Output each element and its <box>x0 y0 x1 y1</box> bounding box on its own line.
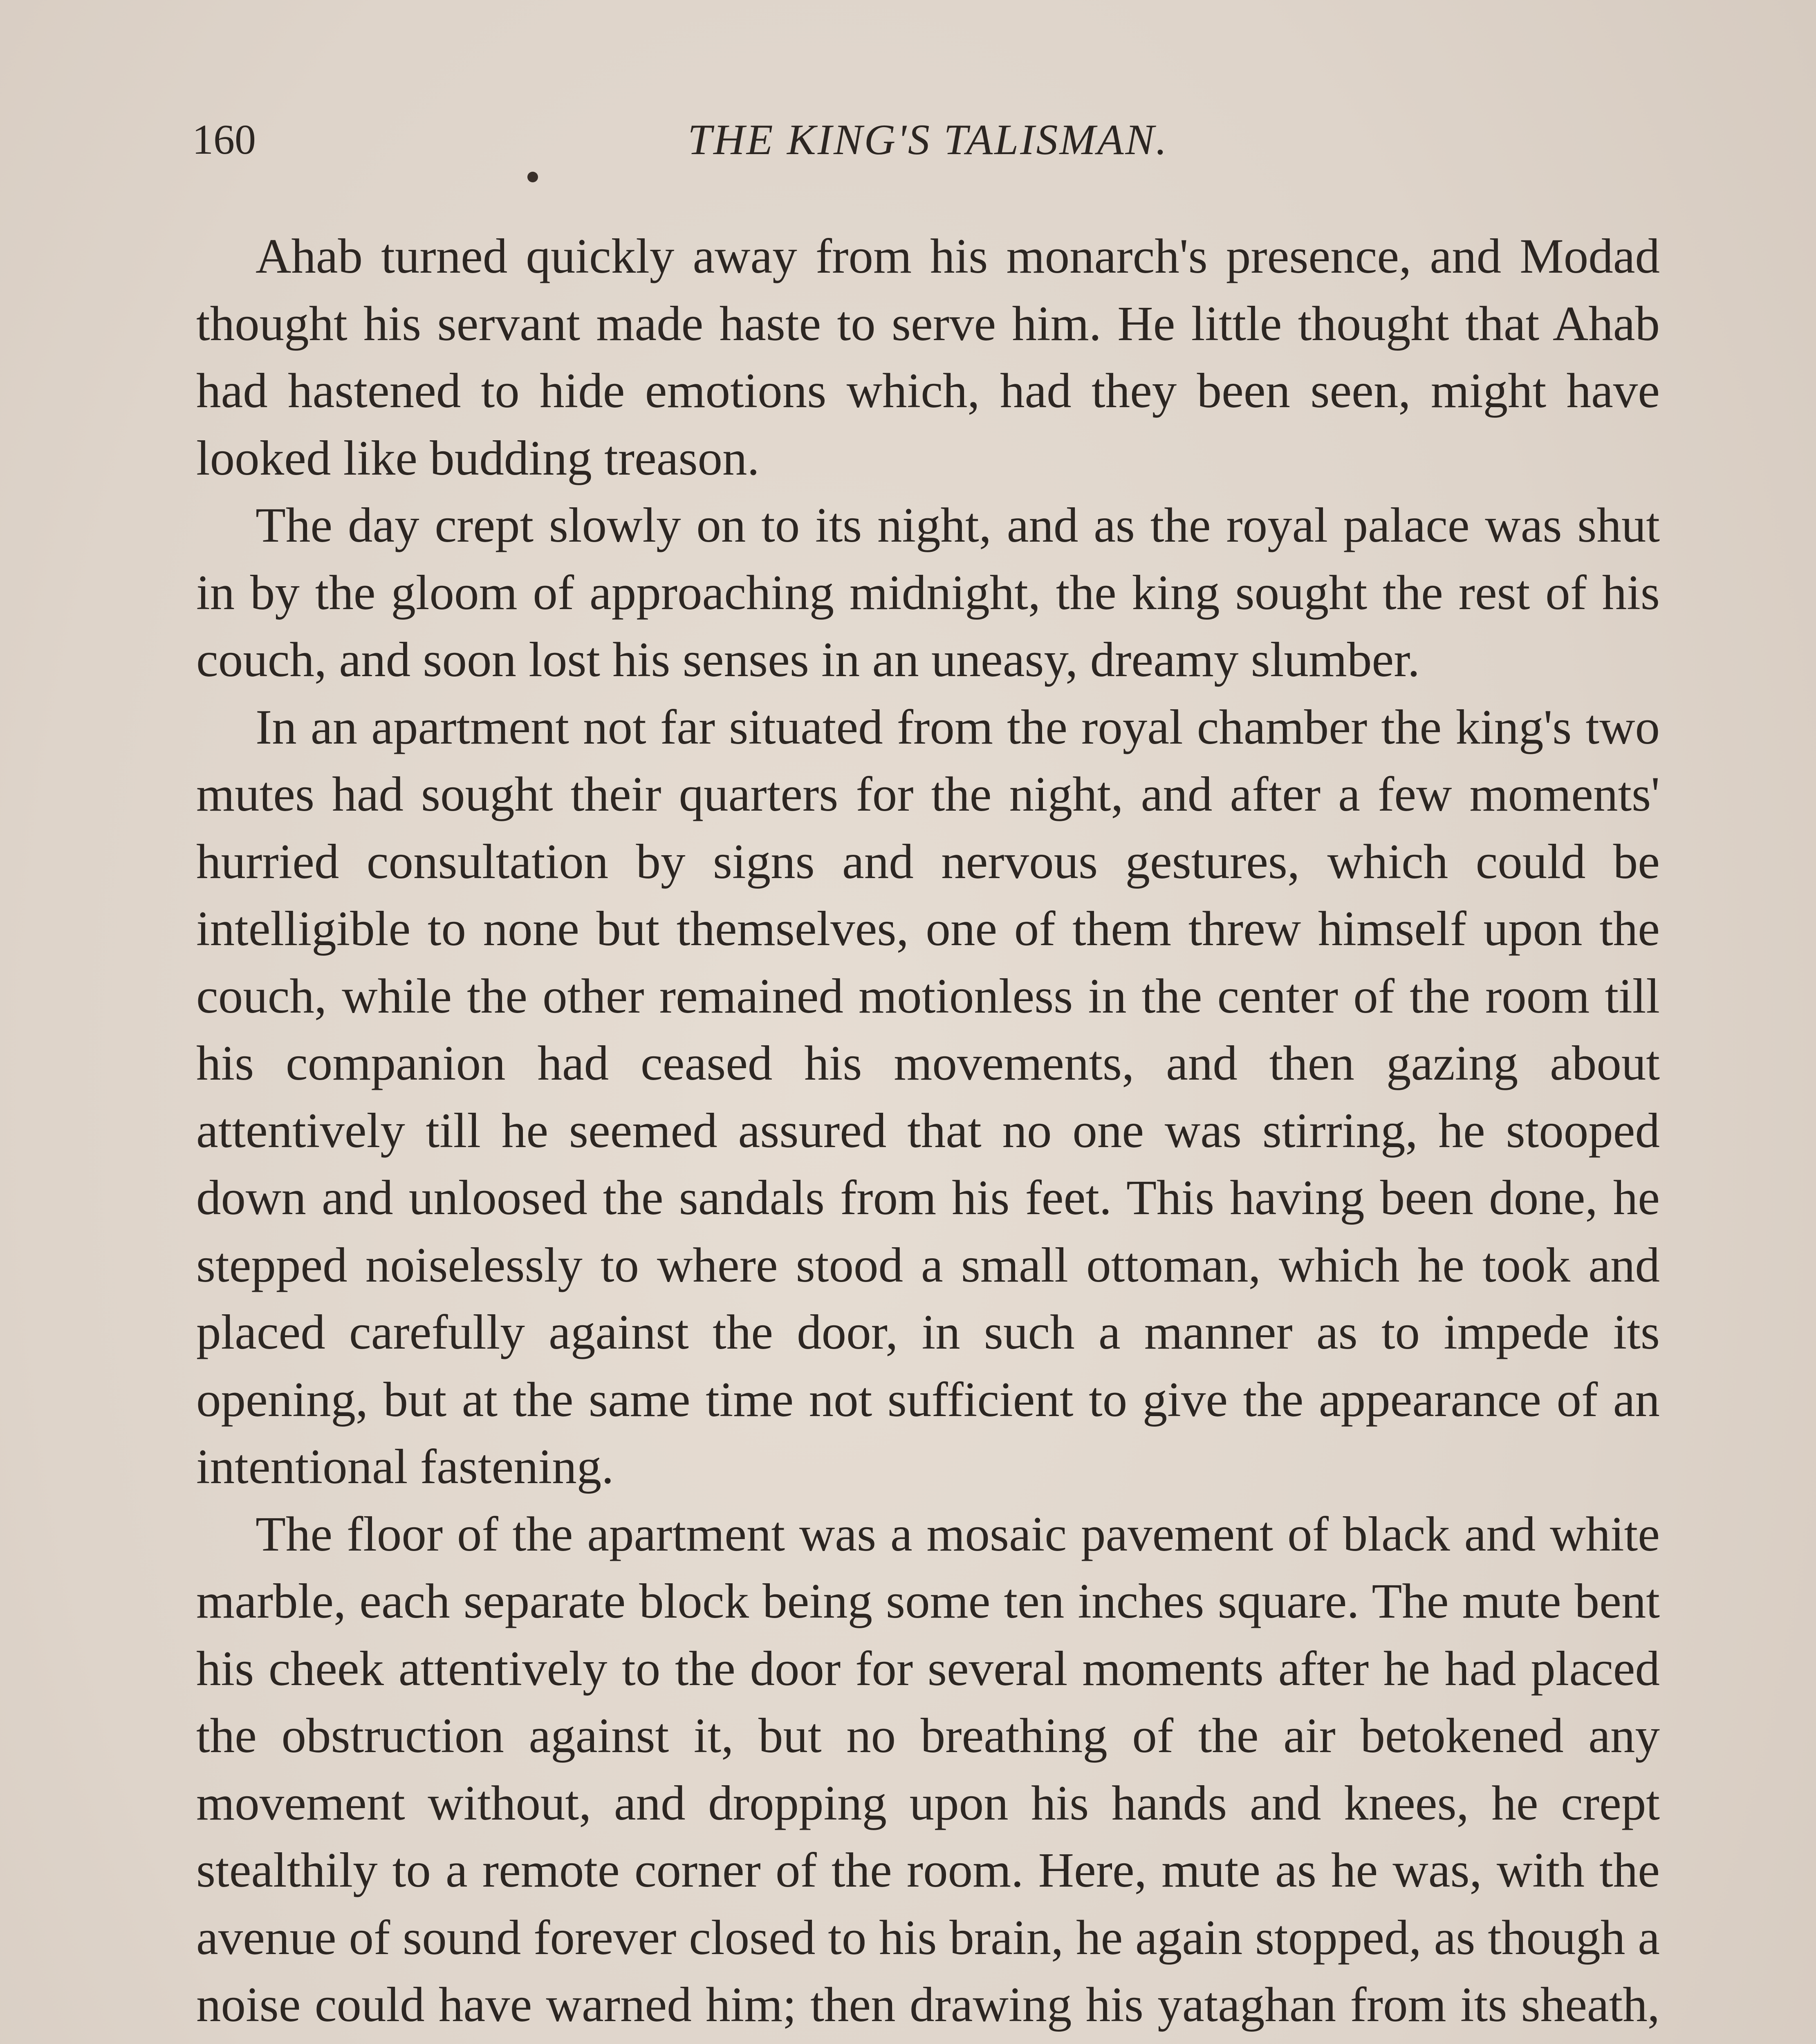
ink-speck <box>527 172 538 182</box>
paragraph-3: In an apartment not far situated from the royal chamber the king's two mutes had sought their quarters for the night, and after a few moments' hurried consultation by signs and nervous gestures, which could be intelligible to none but themselves, one of them threw himself upon the couch, while the other remained motionless in the center of the room till his companion had ceased his movements, and then gazing about attentively till he seemed assured that no one was stirring, he stooped down and unloosed the sandals from his feet. This having been done, he stepped noiselessly to where stood a small ottoman, which he took and placed carefully against the door, in such a manner as to impede its opening, but at the same time not sufficient to give the appearance of an intentional fastening. <box>196 699 1660 1494</box>
page-number: 160 <box>192 116 256 163</box>
body-text <box>196 223 1660 2044</box>
running-title: THE KING'S TALISMAN. <box>688 116 1168 164</box>
running-head <box>192 111 1664 168</box>
paragraph-2: The day crept slowly on to its night, and as the royal palace was shut in by the gloom of approaching midnight, the king sought the rest of his couch, and soon lost his senses in an uneasy, dreamy slumber. <box>196 498 1660 687</box>
paragraph-4: The floor of the apartment was a mosaic pavement of black and white marble, each separate block being some ten inches square. The mute bent his cheek attentively to the door for several moments after he had placed the obstruction against it, but no breathing of the air betokened any movement without, and dropping upon his hands and knees, he crept stealthily to a remote corner of the room. Here, mute as he was, with the avenue of sound forever closed to his brain, he again stopped, as though a noise could have warned him; then drawing his yataghan from its sheath, <box>196 1506 1660 2032</box>
paragraph-1: Ahab turned quickly away from his monarch's presence, and Modad thought his servant made haste to serve him. He little thought that Ahab had hastened to hide emotions which, had they been seen, might have looked like budding treason. <box>196 229 1660 486</box>
